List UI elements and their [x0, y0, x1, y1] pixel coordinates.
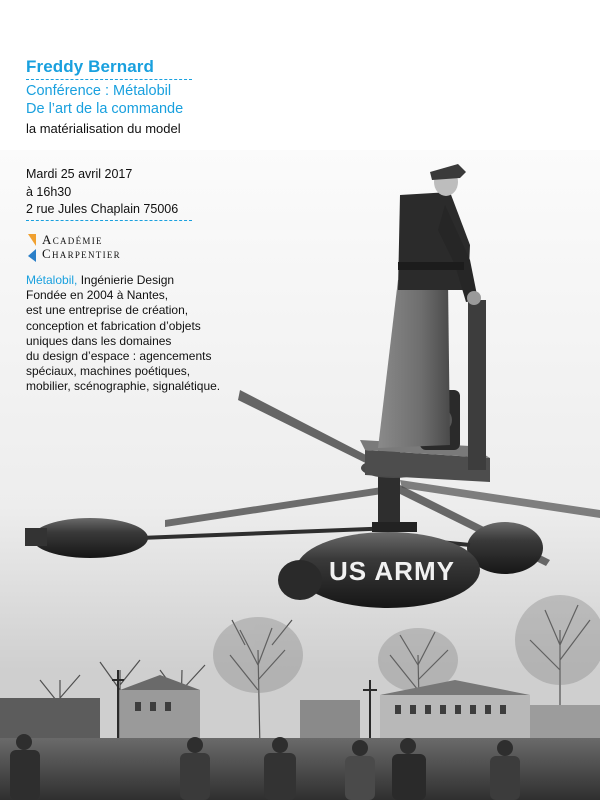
event-address: 2 rue Jules Chaplain 75006: [26, 202, 179, 216]
description-line: spéciaux, machines poétiques,: [26, 364, 191, 379]
description-line: est une entreprise de création,: [26, 303, 189, 318]
description-line: conception et fabrication d’objets: [26, 318, 201, 333]
company-tagline: Ingénierie Design: [77, 273, 175, 287]
divider: [26, 220, 192, 221]
logo-line2: Charpentier: [42, 246, 121, 261]
pod-label: US ARMY: [329, 556, 455, 586]
company-name: Métalobil,: [26, 273, 78, 287]
event-date: Mardi 25 avril 2017: [26, 167, 133, 181]
speaker-name: Freddy Bernard: [26, 57, 154, 76]
company-description: [26, 273, 221, 395]
logo-line1: Académie: [42, 232, 103, 247]
conference-label: Conférence : Métalobil: [26, 83, 172, 99]
description-line: uniques dans les domaines: [26, 333, 172, 348]
logo-mark-icon: [26, 234, 36, 262]
description-line: Fondée en 2004 à Nantes,: [26, 288, 169, 303]
event-time: à 16h30: [26, 184, 72, 199]
header: [26, 56, 198, 137]
divider: [26, 79, 192, 80]
conference-subtitle: la matérialisation du model: [26, 121, 181, 136]
academie-charpentier-logo: [26, 232, 206, 264]
description-line: du design d’espace : agencements: [26, 349, 212, 364]
conference-title: De l’art de la commande: [26, 101, 184, 117]
event-info: [26, 166, 216, 219]
description-line: mobilier, scénographie, signalétique.: [26, 379, 221, 394]
